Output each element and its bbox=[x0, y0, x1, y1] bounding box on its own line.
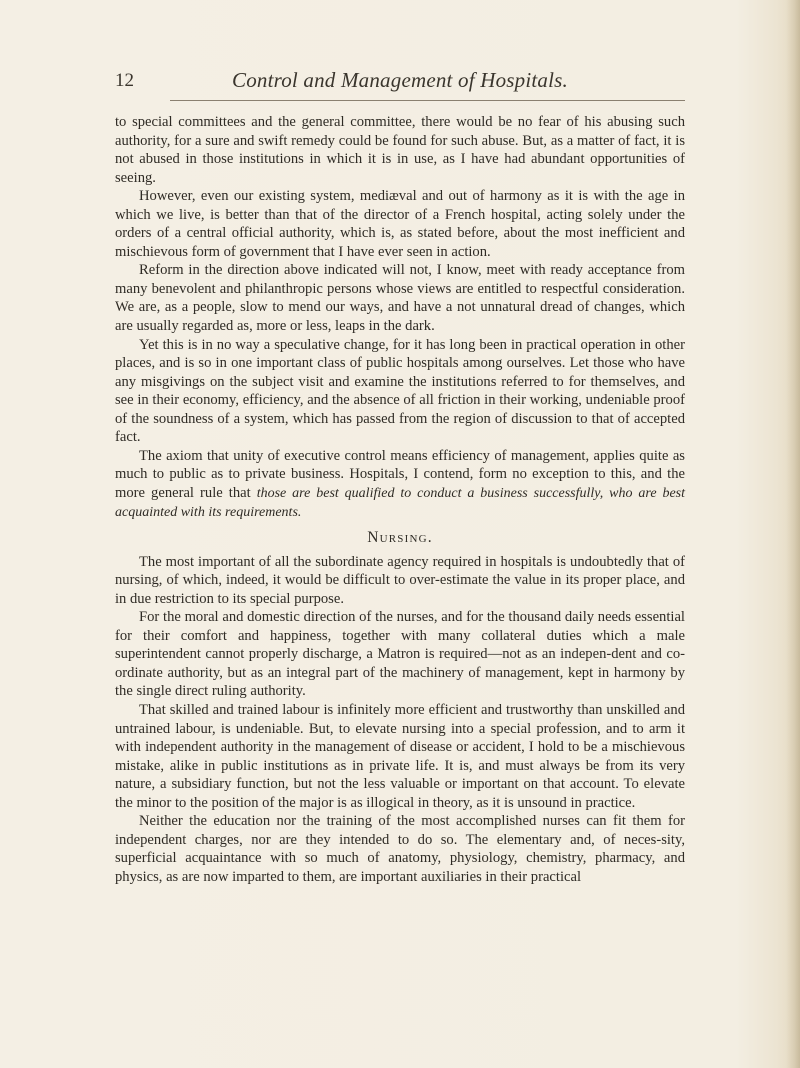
running-head-title: Control and Management of Hospitals. bbox=[231, 68, 568, 92]
body-text bbox=[115, 113, 685, 886]
axiom-lead-text: The axiom that unity of executive control means efficiency of management, applies quite as much to public as to private business. Hospitals, I contend, form no exception to this, and the more general rule that bbox=[115, 447, 685, 501]
paragraph-continuation: to special committees and the general committee, there would be no fear of his abusing such authority, for a sure and swift remedy could be found for such abuse. But, as a matter of fact, it is not abused in those institutions in which it is in use, as I have had abundant opportunities of seeing. bbox=[115, 114, 685, 186]
paragraph-matron: For the moral and domestic direction of the nurses, and for the thousand daily needs essential for their comfort and happiness, together with many collateral duties which a male superintendent cannot properly discharge, a Matron is required—not as an indepen-dent and co-ordinate authority, but as an integral part of the machinery of management, kept in harmony by the single direct ruling authority. bbox=[115, 609, 685, 700]
page-edge-shadow bbox=[786, 0, 800, 1068]
paragraph-speculative-change: Yet this is in no way a speculative change, for it has long been in practical operation in other places, and is so in one important class of public hospitals among ourselves. Let those who have any misgivings on the subject visit and examine the institutions referred to for themselves, and see in their economy, efficiency, and the absence of all friction in their working, undeniable proof of the soundness of a system, which has passed from the region of discussion to that of accepted fact. bbox=[115, 336, 685, 446]
paragraph-french-director: However, even our existing system, mediæval and out of harmony as it is with the age in which we live, is better than that of the director of a French hospital, acting solely under the orders of a central official authority, which is, as stated before, about the most inefficient and mischievous form of government that I have ever seen in action. bbox=[115, 188, 685, 260]
paragraph-skilled-labour: That skilled and trained labour is infinitely more efficient and trustworthy than unskilled and untrained labour, is undeniable. But, to elevate nursing into a special profession, and to arm it with independent authority in the management of disease or accident, I hold to be a mischievous mistake, alike in public institutions as in private life. It is, and must always be from its very nature, a subsidiary function, but not the less valuable or important on that account. To elevate the minor to the position of the major is as illogical in theory, as it is unsound in practice. bbox=[115, 701, 685, 811]
paragraph-reform: Reform in the direction above indicated will not, I know, meet with ready acceptance from many benevolent and philanthropic persons whose views are entitled to respectful consideration. We are, as a people, slow to mend our ways, and have a not unnatural dread of changes, which are usually regarded as, more or less, leaps in the dark. bbox=[115, 262, 685, 335]
paragraph-axiom bbox=[115, 447, 685, 523]
paragraph-nurse-education: Neither the education nor the training of the most accomplished nurses can fit them for independent charges, nor are they intended to do so. The elementary and, of neces-sity, superficial acquaintance with so much of anatomy, physiology, chemistry, pharmacy, and physics, as are now imparted to them, are important auxiliaries in their practical bbox=[115, 813, 685, 885]
header-rule bbox=[170, 100, 685, 101]
page-header bbox=[115, 68, 685, 102]
paragraph-nursing-importance: The most important of all the subordinate agency required in hospitals is undoubtedly that of nursing, of which, indeed, it would be difficult to over-estimate the value in its proper place, and in due restriction to its special purpose. bbox=[115, 553, 685, 607]
section-heading-nursing: Nursing. bbox=[367, 529, 433, 547]
page-number: 12 bbox=[115, 70, 134, 91]
axiom-italic-text: those are best qualified to conduct a business successfully, who are best acquainted with its requirements. bbox=[115, 485, 685, 521]
